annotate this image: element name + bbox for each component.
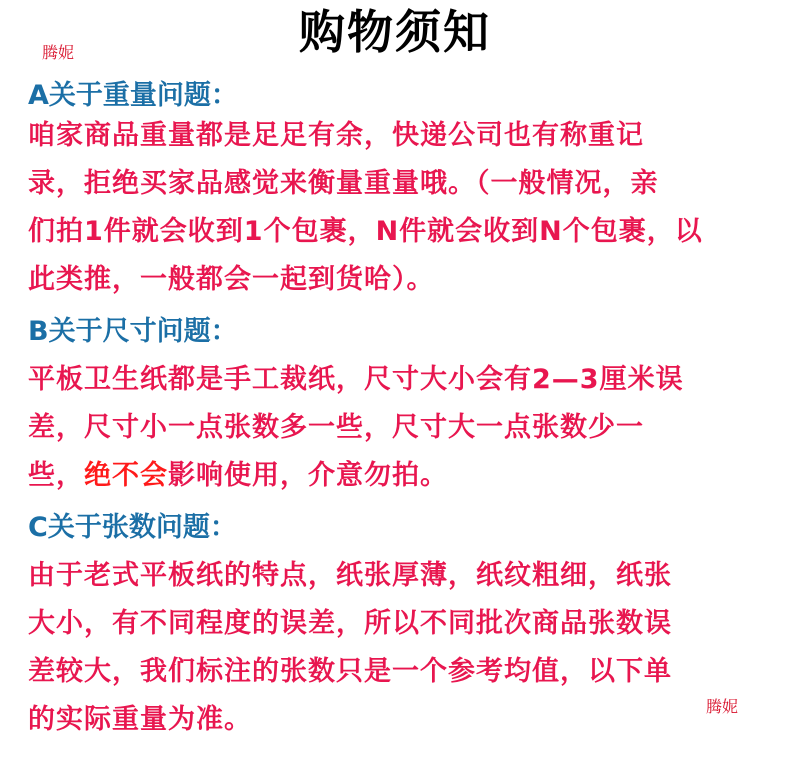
- section-b-body: [28, 356, 768, 500]
- section-b-text: 影响使用，介意勿拍。: [168, 460, 448, 491]
- section-c-line: 由于老式平板纸的特点，纸张厚薄，纸纹粗细，纸张: [28, 560, 672, 591]
- section-b-line-last: [28, 452, 768, 500]
- section-a-heading: A关于重量问题：: [28, 80, 238, 111]
- watermark-bottom: 腾妮: [706, 697, 739, 716]
- section-c-body: [28, 552, 768, 744]
- section-c-line: 大小，有不同程度的误差，所以不同批次商品张数误: [28, 608, 672, 639]
- section-a-line: 此类推，一般都会一起到货哈）。: [28, 264, 435, 295]
- section-b-text: 些，: [28, 460, 84, 491]
- emphasis-text: 绝不会: [84, 460, 168, 491]
- section-b-line: 平板卫生纸都是手工裁纸，尺寸大小会有2—3厘米误: [28, 364, 684, 395]
- section-a-line: 们拍1件就会收到1个包裹，N件就会收到N个包裹，以: [28, 216, 703, 247]
- section-c-heading: C关于张数问题：: [28, 512, 237, 543]
- section-b-heading: B关于尺寸问题：: [28, 316, 238, 347]
- section-b-line: 差，尺寸小一点张数多一些，尺寸大一点张数少一: [28, 412, 644, 443]
- watermark-top: 腾妮: [42, 43, 75, 62]
- section-c-line: 差较大，我们标注的张数只是一个参考均值，以下单: [28, 656, 672, 687]
- section-a-body: [28, 112, 768, 304]
- section-a-line: 录，拒绝买家品感觉来衡量重量哦。（一般情况，亲: [28, 168, 659, 199]
- section-c-line: 的实际重量为准。: [28, 704, 252, 735]
- page-title: 购物须知: [299, 5, 491, 59]
- section-a-line: 咱家商品重量都是足足有余，快递公司也有称重记: [28, 120, 644, 151]
